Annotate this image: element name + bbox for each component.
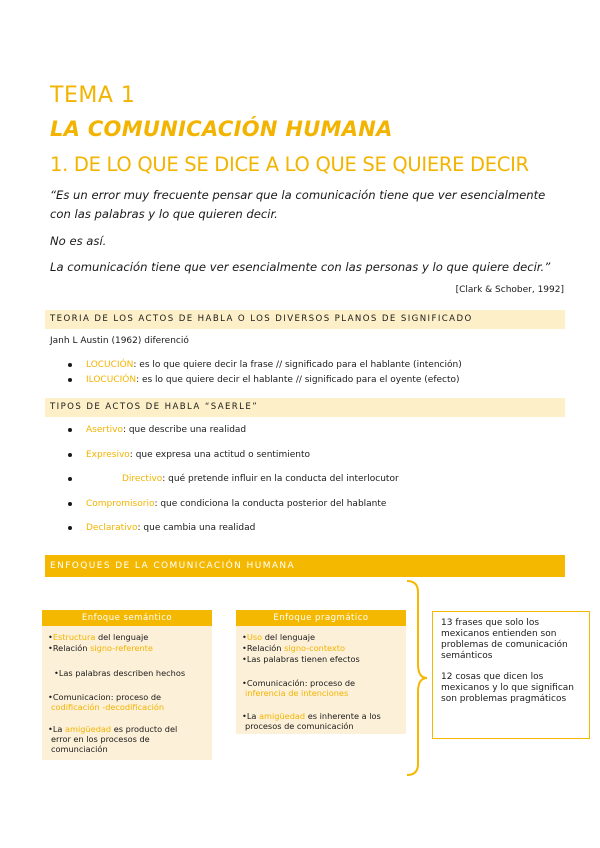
definition: : es lo que quiere decir el hablante // significado para el oyente (efecto)	[136, 375, 460, 385]
card-line: •Relación signo-contexto	[242, 643, 345, 653]
bullet-icon	[68, 526, 72, 530]
card-line: comunciación	[51, 744, 108, 754]
enfoques-header: ENFOQUES DE LA COMUNICACIÓN HUMANA	[45, 555, 565, 577]
card-line: inferencia de intenciones	[245, 688, 349, 698]
semantic-card	[42, 610, 212, 760]
actos-intro: Janh L Austin (1962) diferenció	[50, 336, 189, 346]
list-item	[68, 360, 462, 370]
note-box	[432, 611, 590, 739]
bullet-icon	[68, 453, 72, 457]
quote-line-1: “Es un error muy frecuente pensar que la comunicación tiene que ver esencialmente	[50, 188, 546, 202]
list-item	[68, 474, 399, 484]
note-paragraph-2: 12 cosas que dicen los mexicanos y lo que significan son problemas pragmáticos	[441, 672, 575, 704]
quote-line-4: La comunicación tiene que ver esencialmente con las personas y lo que quiere decir.”	[50, 260, 551, 274]
term: Directivo	[122, 474, 163, 484]
list-item	[68, 499, 386, 509]
semantic-card-title: Enfoque semántico	[42, 610, 212, 626]
card-line: •Relación signo-referente	[48, 643, 153, 653]
term: Expresivo	[86, 450, 130, 460]
definition: : que cambia una realidad	[137, 523, 256, 533]
term: ILOCUCIÓN	[86, 375, 137, 385]
list-item	[68, 450, 310, 460]
definition: : que condiciona la conducta posterior del hablante	[154, 499, 387, 509]
list-item	[68, 523, 255, 533]
citation: [Clark & Schober, 1992]	[455, 285, 564, 295]
bullet-icon	[68, 477, 72, 481]
actos-header: TEORIA DE LOS ACTOS DE HABLA O LOS DIVERSOS PLANOS DE SIGNIFICADO	[45, 310, 565, 329]
definition: : que expresa una actitud o sentimiento	[129, 450, 310, 460]
card-line: •Uso del lenguaje	[242, 632, 316, 642]
card-line: codificación -decodificación	[51, 702, 165, 712]
card-line: •Las palabras describen hechos	[54, 668, 186, 678]
bullet-icon	[68, 363, 72, 367]
page-title: LA COMUNICACIÓN HUMANA	[50, 117, 393, 141]
quote-line-2: con las palabras y lo que quieren decir.	[50, 207, 278, 221]
list-item	[68, 375, 460, 385]
tipos-header: TIPOS DE ACTOS DE HABLA “SAERLE”	[45, 398, 565, 417]
brace-icon	[404, 578, 430, 778]
pragmatic-card-title: Enfoque pragmático	[236, 610, 406, 626]
card-line: •Comunicacion: proceso de	[48, 692, 162, 702]
card-line: •La amigüedad es inherente a los	[242, 711, 381, 721]
card-line: procesos de comunicación	[245, 721, 354, 731]
card-line: •La amigüedad es producto del	[48, 724, 178, 734]
card-line: •Las palabras tienen efectos	[242, 654, 360, 664]
definition: : es lo que quiere decir la frase // significado para el hablante (intención)	[133, 360, 462, 370]
term: LOCUCIÓN	[86, 360, 134, 370]
bullet-icon	[68, 378, 72, 382]
list-item	[68, 425, 246, 435]
card-line: •Estructura del lenguaje	[48, 632, 149, 642]
definition: : qué pretende influir en la conducta del interlocutor	[162, 474, 399, 484]
card-line: error en los procesos de	[51, 734, 150, 744]
note-paragraph-1: 13 frases que solo los mexicanos entienden son problemas de comunicación semánticos	[441, 618, 568, 661]
definition: : que describe una realidad	[122, 425, 247, 435]
bullet-icon	[68, 502, 72, 506]
quote-line-3: No es así.	[50, 234, 107, 248]
term: Asertivo	[86, 425, 123, 435]
bullet-icon	[68, 428, 72, 432]
section-title: 1. DE LO QUE SE DICE A LO QUE SE QUIERE DECIR	[50, 153, 529, 176]
tema-label: TEMA 1	[50, 83, 136, 108]
term: Declarativo	[86, 523, 138, 533]
pragmatic-card	[236, 610, 406, 734]
card-line: •Comunicación: proceso de	[242, 678, 356, 688]
term: Compromisorio	[86, 499, 155, 509]
